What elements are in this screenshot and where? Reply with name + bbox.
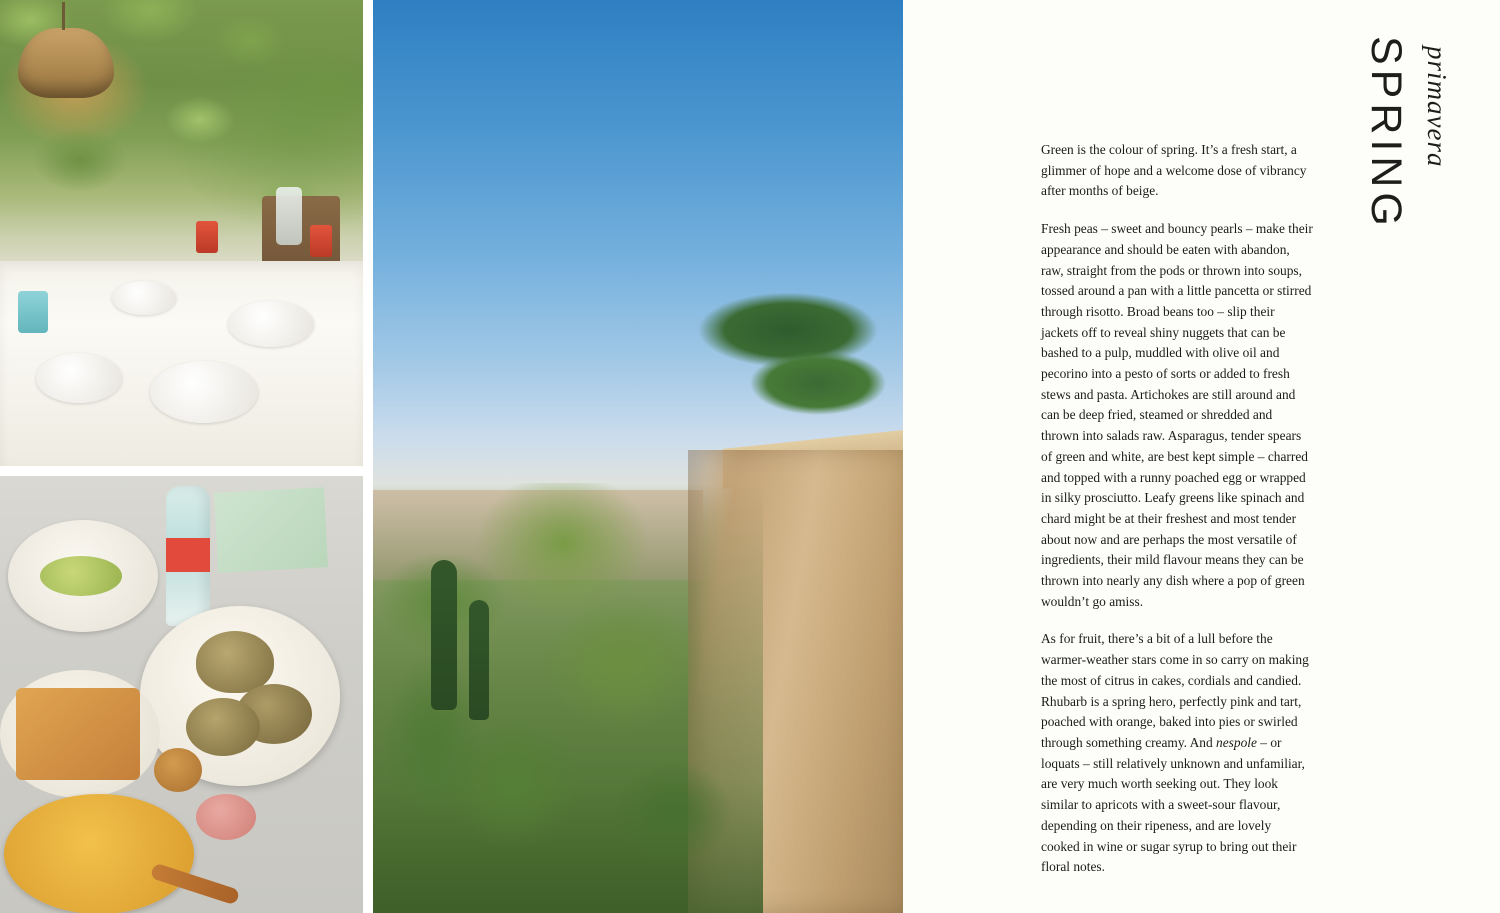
water-carafe <box>276 187 302 245</box>
paragraph-1: Green is the colour of spring. It’s a fresh start, a glimmer of hope and a welcome dose of vibrancy after months of beige. <box>1041 142 1307 199</box>
red-tumbler <box>310 225 332 257</box>
artichoke <box>196 631 274 693</box>
salt-bowl <box>196 794 256 840</box>
green-napkin <box>214 487 328 573</box>
wooden-pot <box>154 748 202 792</box>
photo-food-spread <box>0 476 363 913</box>
artichoke <box>186 698 260 756</box>
plate <box>228 301 314 347</box>
laid-table <box>0 261 363 466</box>
body-copy <box>1041 140 1313 878</box>
paragraph-3: As for fruit, there’s a bit of a lull before the warmer-weather stars come in so carry on making the most of citrus in cakes, cordials and candied. Rhubarb is a spring hero, perfectly pink and tart, poached with orange, baked into pies or swirled through something creamy. And nespole – or loquats – still relatively unknown and unfamiliar, are very much worth seeking out. They look similar to apricots with a sweet-sour flavour, depending on their ripeness, and are lovely cooked in wine or sugar syrup to bring out their floral notes. <box>1041 631 1309 875</box>
photo-garden-table <box>0 0 363 466</box>
plate <box>36 353 122 403</box>
paragraph-2: Fresh peas – sweet and bouncy pearls – make their appearance and should be eaten with abandon, raw, straight from the pods or thrown into soups, tossed around a pan with a little pancetta or stirred through risotto. Broad beans too – slip their jackets off to reveal shiny nuggets that can be bashed to a pulp, muddled with olive oil and pecorino into a pesto of sorts or added to fresh stews and pasta. Artichokes are still around and can be deep fried, steamed or shredded and thrown into salads raw. Asparagus, tender spears of green and white, are best kept simple – charred and topped with a runny poached egg or wrapped in silky prosciutto. Leafy greens like spinach and chard might be at their freshest and most tender about now and are perhaps the most versatile of ingredients, their mild flavour means they can be thrown into nearly any dish where a pop of green wouldn’t go amiss. <box>1041 221 1313 609</box>
woven-lamp-icon <box>18 28 114 98</box>
plate <box>112 281 176 315</box>
plate <box>150 361 258 423</box>
frittata-pan <box>4 794 194 913</box>
bottle-label <box>166 538 210 572</box>
section-subtitle: primavera <box>1422 46 1452 168</box>
focaccia <box>16 688 140 780</box>
salad-garnish <box>40 556 122 596</box>
cypress-tree <box>469 600 489 720</box>
cypress-tree <box>431 560 457 710</box>
section-heading <box>1346 20 1466 310</box>
photo-rome-view <box>373 0 903 913</box>
section-title: SPRING <box>1362 36 1410 231</box>
umbrella-pine <box>733 335 903 430</box>
blue-tumbler <box>18 291 48 333</box>
right-page <box>903 0 1500 913</box>
red-tumbler <box>196 221 218 253</box>
